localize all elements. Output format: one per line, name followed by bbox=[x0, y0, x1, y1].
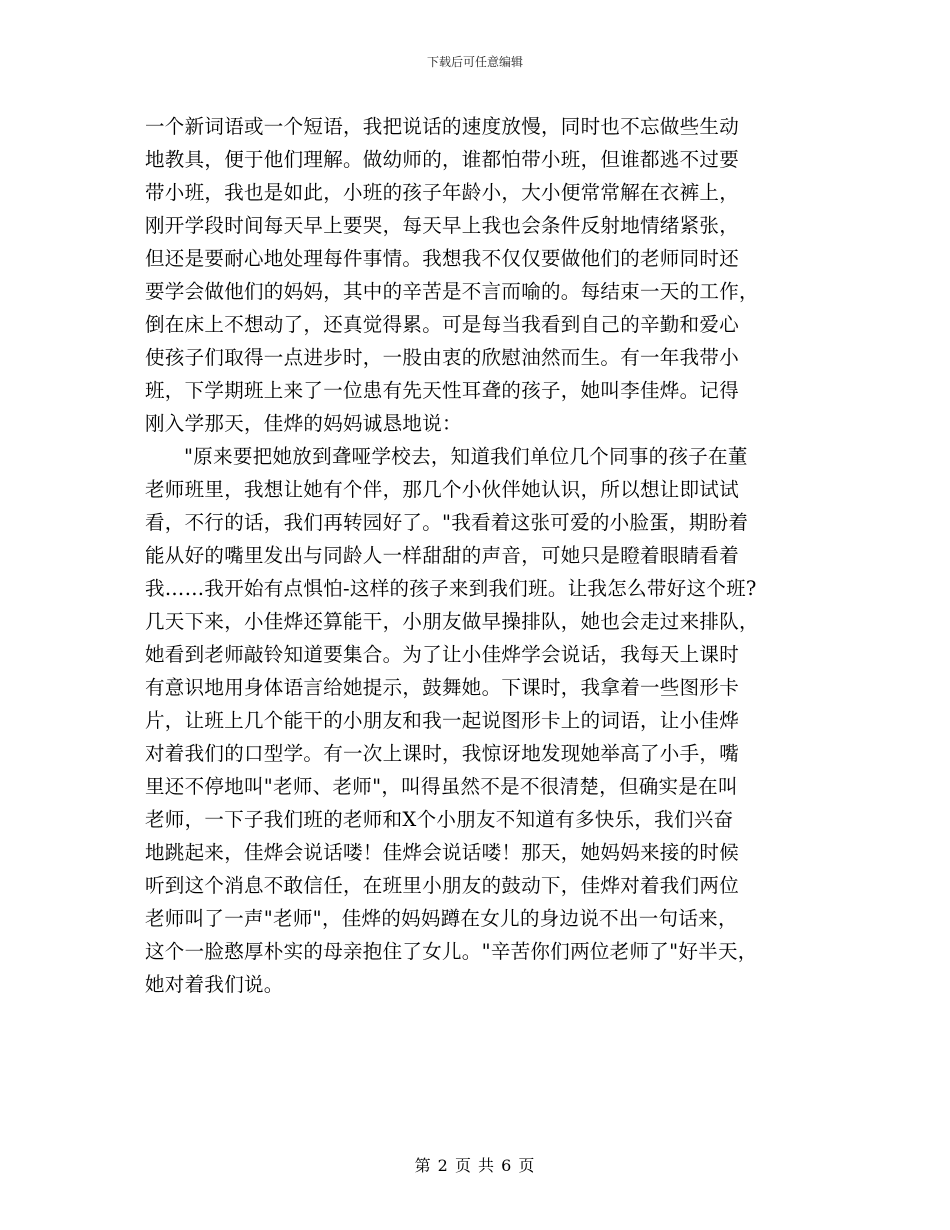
text-line: 刚开学段时间每天早上要哭，每天早上我也会条件反射地情绪紧张， bbox=[145, 214, 740, 237]
text-line: 老师叫了一声"老师"，佳烨的妈妈蹲在女儿的身边说不出一句话来， bbox=[145, 907, 738, 930]
text-line: "原来要把她放到聋哑学校去，知道我们单位几个同事的孩子在董 bbox=[184, 445, 748, 468]
text-line: 她对着我们说。 bbox=[145, 973, 284, 996]
text-line: 刚入学那天，佳烨的妈妈诚恳地说： bbox=[145, 412, 462, 435]
text-line: 几天下来，小佳烨还算能干，小朋友做早操排队，她也会走过来排队， bbox=[145, 610, 759, 633]
text-line: 要学会做他们的妈妈，其中的辛苦是不言而喻的。每结束一天的工作， bbox=[145, 280, 759, 303]
text-line: 里还不停地叫"老师、老师"，叫得虽然不是不很清楚，但确实是在叫 bbox=[145, 775, 738, 798]
text-line: 她看到老师敲铃知道要集合。为了让小佳烨学会说话，我每天上课时 bbox=[145, 643, 740, 666]
text-line: 但还是要耐心地处理每件事情。我想我不仅仅要做他们的老师同时还 bbox=[145, 247, 740, 270]
text-line: 地教具，便于他们理解。做幼师的，谁都怕带小班，但谁都逃不过要 bbox=[145, 148, 740, 171]
text-line: 班，下学期班上来了一位患有先天性耳聋的孩子，她叫李佳烨。记得 bbox=[145, 379, 740, 402]
text-line: 一个新词语或一个短语，我把说话的速度放慢，同时也不忘做些生动 bbox=[145, 115, 740, 138]
text-line: 听到这个消息不敢信任，在班里小朋友的鼓动下，佳烨对着我们两位 bbox=[145, 874, 740, 897]
text-line: 老师班里，我想让她有个伴，那几个小伙伴她认识，所以想让即试试 bbox=[145, 478, 740, 501]
body-text bbox=[145, 110, 825, 1001]
text-line: 使孩子们取得一点进步时，一股由衷的欣慰油然而生。有一年我带小 bbox=[145, 346, 740, 369]
page-header: 下载后可任意编辑 bbox=[426, 55, 523, 69]
text-line: 我……我开始有点惧怕-这样的孩子来到我们班。让我怎么带好这个班? bbox=[145, 577, 757, 600]
text-line: 片，让班上几个能干的小朋友和我一起说图形卡上的词语，让小佳烨 bbox=[145, 709, 740, 732]
text-line: 看，不行的话，我们再转园好了。"我看着这张可爱的小脸蛋，期盼着 bbox=[145, 511, 749, 534]
text-line: 对着我们的口型学。有一次上课时，我惊讶地发现她举高了小手，嘴 bbox=[145, 742, 740, 765]
text-line: 带小班，我也是如此，小班的孩子年龄小，大小便常常解在衣裤上， bbox=[145, 181, 740, 204]
text-line: 倒在床上不想动了，还真觉得累。可是每当我看到自己的辛勤和爱心 bbox=[145, 313, 740, 336]
text-line: 地跳起来，佳烨会说话喽！佳烨会说话喽！那天，她妈妈来接的时候 bbox=[145, 841, 740, 864]
text-line: 能从好的嘴里发出与同龄人一样甜甜的声音，可她只是瞪着眼睛看着 bbox=[145, 544, 740, 567]
text-line: 老师，一下子我们班的老师和X个小朋友不知道有多快乐，我们兴奋 bbox=[145, 808, 734, 831]
text-line: 有意识地用身体语言给她提示，鼓舞她。下课时，我拿着一些图形卡 bbox=[145, 676, 740, 699]
page-footer: 第 2 页 共 6 页 bbox=[414, 1156, 536, 1175]
text-line: 这个一脸憨厚朴实的母亲抱住了女儿。"辛苦你们两位老师了"好半天， bbox=[145, 940, 758, 963]
